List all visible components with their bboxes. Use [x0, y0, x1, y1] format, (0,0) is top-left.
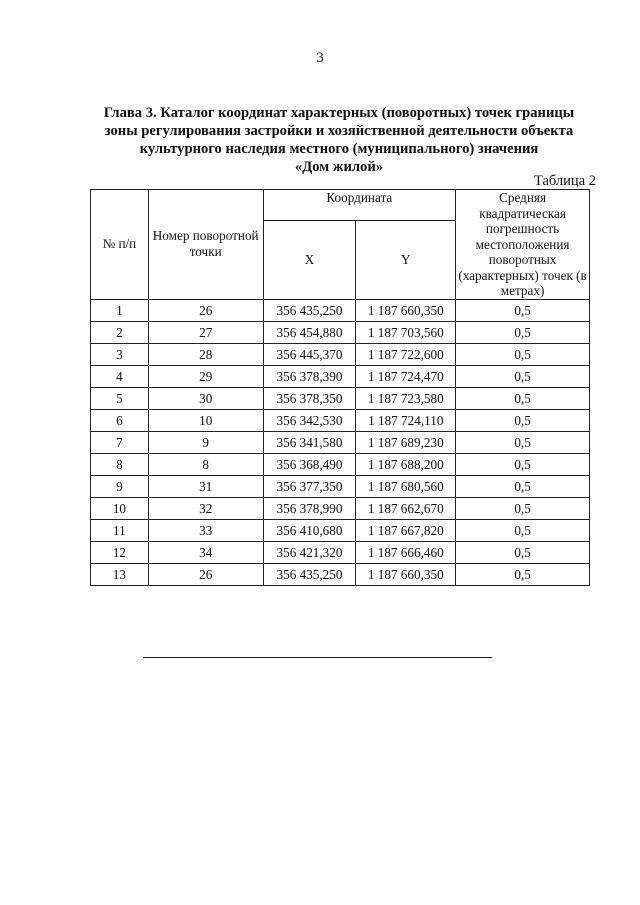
- cell-point-number: 9: [148, 431, 263, 453]
- table-row: [91, 541, 590, 563]
- cell-index: 10: [91, 497, 149, 519]
- header-x: X: [263, 221, 356, 299]
- cell-point-number: 27: [148, 321, 263, 343]
- cell-index: 8: [91, 453, 149, 475]
- cell-point-number: 29: [148, 365, 263, 387]
- cell-y: 1 187 660,350: [356, 563, 456, 585]
- cell-error: 0,5: [456, 475, 590, 497]
- cell-error: 0,5: [456, 541, 590, 563]
- cell-x: 356 341,580: [263, 431, 356, 453]
- cell-error: 0,5: [456, 431, 590, 453]
- cell-x: 356 368,490: [263, 453, 356, 475]
- cell-index: 1: [91, 299, 149, 321]
- table-row: [91, 563, 590, 585]
- table-row: [91, 431, 590, 453]
- cell-index: 6: [91, 409, 149, 431]
- coordinates-table: [90, 189, 590, 586]
- cell-x: 356 378,990: [263, 497, 356, 519]
- cell-index: 7: [91, 431, 149, 453]
- cell-y: 1 187 703,560: [356, 321, 456, 343]
- cell-y: 1 187 689,230: [356, 431, 456, 453]
- cell-error: 0,5: [456, 497, 590, 519]
- cell-y: 1 187 666,460: [356, 541, 456, 563]
- table-row: [91, 299, 590, 321]
- cell-index: 9: [91, 475, 149, 497]
- cell-point-number: 28: [148, 343, 263, 365]
- table-row: [91, 475, 590, 497]
- cell-error: 0,5: [456, 409, 590, 431]
- cell-error: 0,5: [456, 343, 590, 365]
- cell-point-number: 31: [148, 475, 263, 497]
- table-row: [91, 519, 590, 541]
- cell-point-number: 32: [148, 497, 263, 519]
- cell-x: 356 410,680: [263, 519, 356, 541]
- cell-point-number: 30: [148, 387, 263, 409]
- cell-y: 1 187 667,820: [356, 519, 456, 541]
- header-point-number: Номер поворотной точки: [148, 190, 263, 300]
- page-number: 3: [316, 50, 324, 66]
- cell-point-number: 26: [148, 563, 263, 585]
- title-line: культурного наследия местного (муниципального) значения: [139, 141, 539, 157]
- table-row: [91, 497, 590, 519]
- cell-x: 356 342,530: [263, 409, 356, 431]
- table-row: [91, 453, 590, 475]
- title-line: «Дом жилой»: [294, 159, 384, 175]
- table-body: [91, 299, 590, 585]
- cell-y: 1 187 662,670: [356, 497, 456, 519]
- cell-y: 1 187 723,580: [356, 387, 456, 409]
- chapter-title: [88, 104, 590, 176]
- cell-index: 5: [91, 387, 149, 409]
- end-divider: [143, 657, 492, 658]
- cell-index: 12: [91, 541, 149, 563]
- cell-x: 356 435,250: [263, 299, 356, 321]
- cell-y: 1 187 660,350: [356, 299, 456, 321]
- header-error: Средняя квадратическая погрешность местоположения поворотных (характерных) точек (в метрах): [456, 190, 590, 300]
- cell-index: 3: [91, 343, 149, 365]
- cell-point-number: 8: [148, 453, 263, 475]
- table-row: [91, 409, 590, 431]
- cell-index: 11: [91, 519, 149, 541]
- cell-index: 13: [91, 563, 149, 585]
- header-y: Y: [356, 221, 456, 299]
- header-index: № п/п: [91, 190, 149, 300]
- cell-error: 0,5: [456, 365, 590, 387]
- cell-error: 0,5: [456, 299, 590, 321]
- cell-y: 1 187 722,600: [356, 343, 456, 365]
- cell-index: 4: [91, 365, 149, 387]
- cell-y: 1 187 724,470: [356, 365, 456, 387]
- cell-point-number: 33: [148, 519, 263, 541]
- header-coordinate: Координата: [263, 190, 456, 221]
- cell-x: 356 378,350: [263, 387, 356, 409]
- cell-error: 0,5: [456, 519, 590, 541]
- cell-error: 0,5: [456, 387, 590, 409]
- cell-index: 2: [91, 321, 149, 343]
- table-row: [91, 387, 590, 409]
- cell-y: 1 187 724,110: [356, 409, 456, 431]
- cell-point-number: 34: [148, 541, 263, 563]
- table-label: Таблица 2: [533, 173, 596, 189]
- cell-x: 356 445,370: [263, 343, 356, 365]
- cell-error: 0,5: [456, 321, 590, 343]
- cell-y: 1 187 680,560: [356, 475, 456, 497]
- cell-point-number: 26: [148, 299, 263, 321]
- table-row: [91, 321, 590, 343]
- cell-error: 0,5: [456, 453, 590, 475]
- cell-error: 0,5: [456, 563, 590, 585]
- cell-x: 356 378,390: [263, 365, 356, 387]
- cell-point-number: 10: [148, 409, 263, 431]
- cell-x: 356 454,880: [263, 321, 356, 343]
- table-row: [91, 343, 590, 365]
- title-line: зоны регулирования застройки и хозяйственной деятельности объекта: [104, 123, 574, 139]
- title-line: Глава 3. Каталог координат характерных (поворотных) точек границы: [103, 105, 575, 121]
- cell-x: 356 421,320: [263, 541, 356, 563]
- cell-x: 356 435,250: [263, 563, 356, 585]
- cell-x: 356 377,350: [263, 475, 356, 497]
- cell-y: 1 187 688,200: [356, 453, 456, 475]
- table-row: [91, 365, 590, 387]
